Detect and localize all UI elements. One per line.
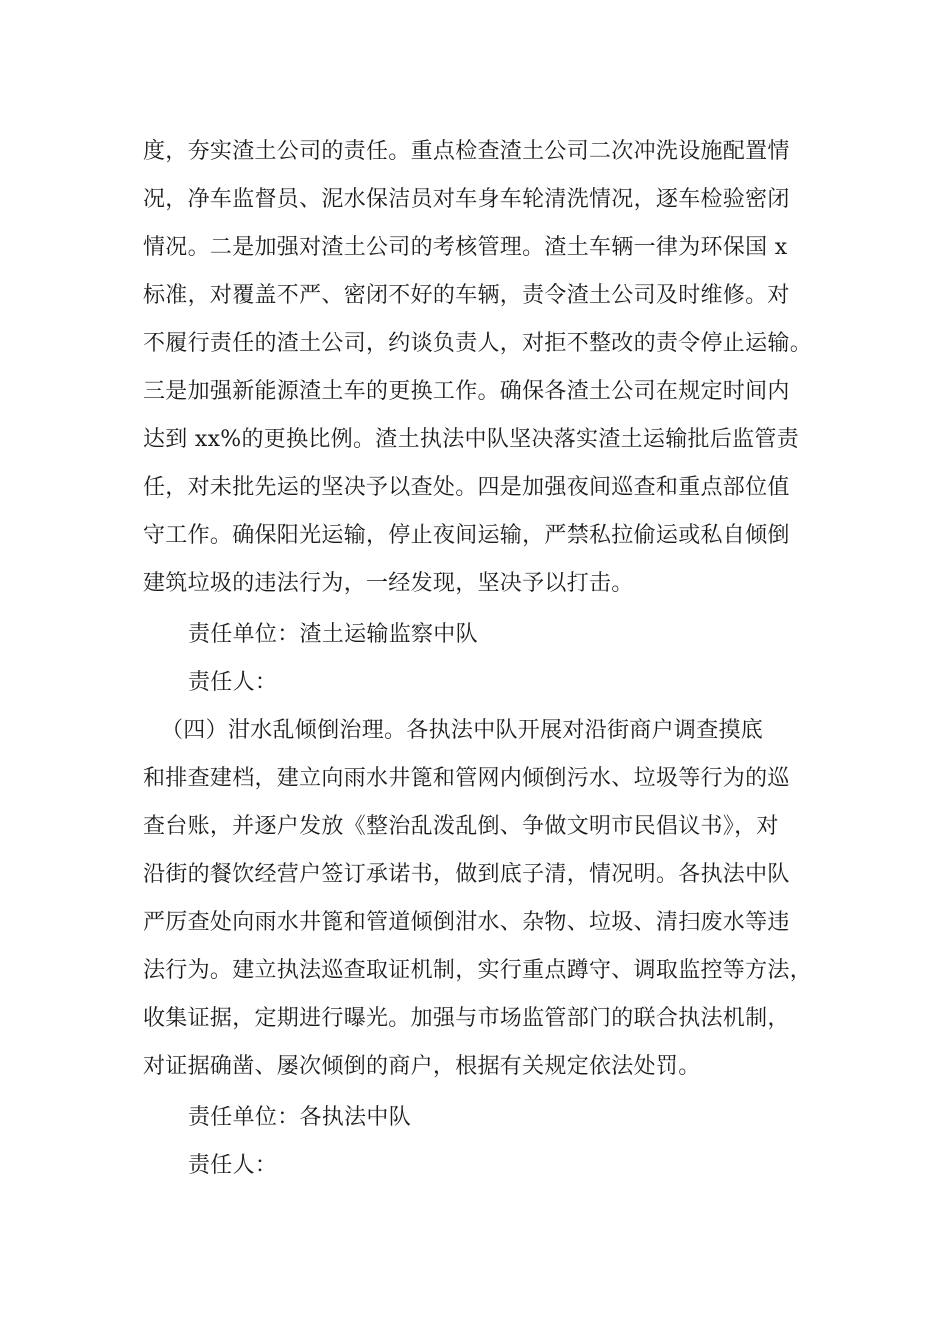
body-text-line: 不履行责任的渣土公司，约谈负责人，对拒不整改的责令停止运输。 xyxy=(143,331,813,356)
responsible-person: 责任人： xyxy=(188,1153,278,1178)
section-heading-line: （四）泔水乱倾倒治理。各执法中队开展对沿街商户调查摸底 xyxy=(161,718,764,743)
body-text-line: 建筑垃圾的违法行为，一经发现，坚决予以打击。 xyxy=(143,571,634,596)
body-text-line: 任，对未批先运的坚决予以查处。四是加强夜间巡查和重点部位值 xyxy=(143,475,790,500)
body-text-line: 严厉查处向雨水井篦和管道倾倒泔水、杂物、垃圾、清扫废水等违 xyxy=(143,910,790,935)
body-text-line: 收集证据，定期进行曝光。加强与市场监管部门的联合执法机制， xyxy=(143,1006,790,1031)
body-text-line: 况，净车监督员、泥水保洁员对车身车轮清洗情况，逐车检验密闭 xyxy=(143,187,790,212)
body-text-line: 度，夯实渣土公司的责任。重点检查渣土公司二次冲洗设施配置情 xyxy=(143,139,790,164)
body-text-line: 和排查建档，建立向雨水井篦和管网内倾倒污水、垃圾等行为的巡 xyxy=(143,766,790,791)
body-text-line: 法行为。建立执法巡查取证机制，实行重点蹲守、调取监控等方法， xyxy=(143,958,813,983)
body-text-line: 查台账，并逐户发放《整治乱泼乱倒、争做文明市民倡议书》，对 xyxy=(143,814,779,839)
body-text-line: 对证据确凿、屡次倾倒的商户，根据有关规定依法处罚。 xyxy=(143,1054,701,1079)
responsible-unit: 责任单位：各执法中队 xyxy=(188,1105,412,1130)
body-text-line: 沿街的餐饮经营户签订承诺书，做到底子清，情况明。各执法中队 xyxy=(143,862,790,887)
responsible-person: 责任人： xyxy=(188,670,278,695)
body-text-line: 守工作。确保阳光运输，停止夜间运输，严禁私拉偷运或私自倾倒 xyxy=(143,523,790,548)
body-text-line: 情况。二是加强对渣土公司的考核管理。渣土车辆一律为环保国 x xyxy=(143,235,788,260)
body-text-line: 达到 xx%的更换比例。渣土执法中队坚决落实渣土运输批后监管责 xyxy=(143,427,800,452)
responsible-unit: 责任单位：渣土运输监察中队 xyxy=(188,622,478,647)
body-text-line: 三是加强新能源渣土车的更换工作。确保各渣土公司在规定时间内 xyxy=(143,379,790,404)
body-text-line: 标准，对覆盖不严、密闭不好的车辆，责令渣土公司及时维修。对 xyxy=(143,283,790,308)
